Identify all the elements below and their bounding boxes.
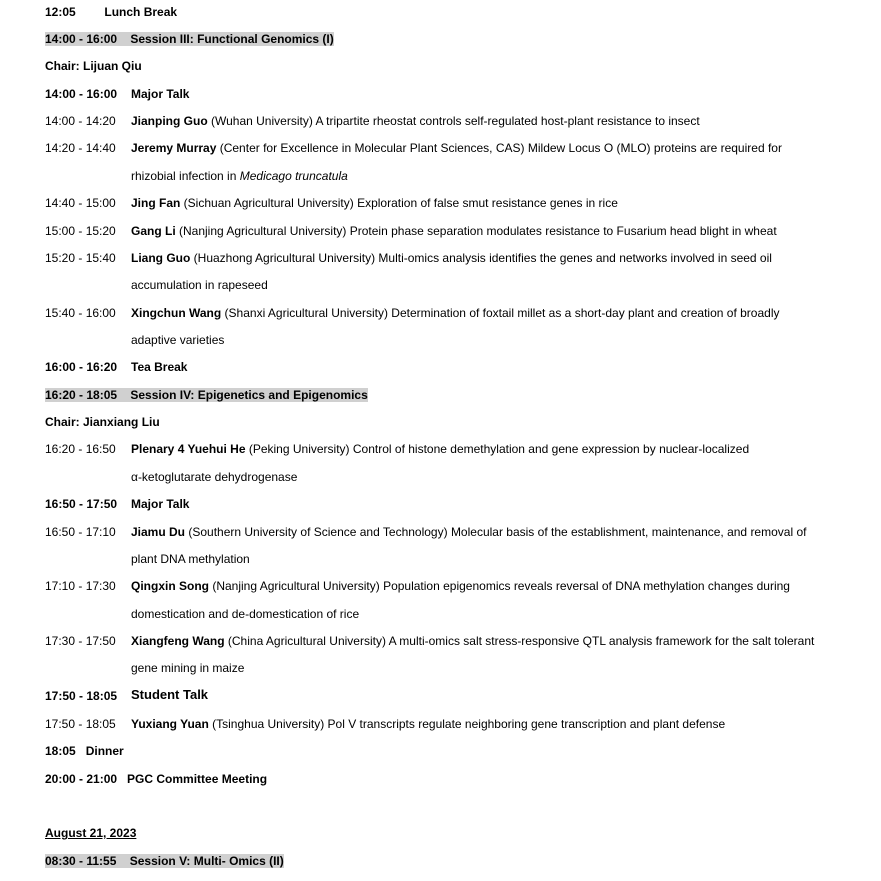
talk-title-cont: plant DNA methylation [131,552,250,566]
talk-line [131,196,618,210]
talk-line [131,224,777,238]
major-talk-time: 16:50 - 17:50 [45,497,118,511]
talk-title-cont: domestication and de-domestication of rice [131,607,360,621]
talk-title-cont: adaptive varieties [131,333,225,347]
student-talk-time: 17:50 - 18:05 [45,689,118,703]
talk-title: Exploration of false smut resistance genes in rice [357,196,618,210]
talk-affiliation: (Sichuan Agricultural University) [180,196,358,210]
talk-affiliation: (Center for Excellence in Molecular Plant Sciences, CAS) [216,141,528,155]
talk-line [131,114,700,128]
talk-line [131,525,806,539]
lunch-row [45,5,177,19]
talk-continuation [131,169,348,183]
talk-line [131,717,725,731]
talk-time: 15:00 - 15:20 [45,224,116,238]
talk-line [131,442,749,456]
lunch-time: 12:05 [45,5,76,19]
date-label: August 21, 2023 [45,826,137,840]
talk-title: Molecular basis of the establishment, maintenance, and removal of [450,525,807,539]
talk-affiliation: (Wuhan University) [207,114,316,128]
talk-speaker: Jianping Guo [131,114,208,128]
talk-title-cont: gene mining in maize [131,661,245,675]
talk-speaker: Liang Guo [131,251,191,265]
talk-speaker: Jeremy Murray [131,141,217,155]
talk-time: 16:20 - 16:50 [45,442,116,456]
talk-title: Protein phase separation modulates resistance to Fusarium head blight in wheat [349,224,777,238]
talk-title-cont: accumulation in rapeseed [131,278,268,292]
talk-title-italic: Medicago truncatula [239,169,348,183]
session-header [45,854,284,868]
lunch-label: Lunch Break [104,5,178,19]
chair-3-label: Chair: Lijuan Qiu [45,59,142,73]
talk-affiliation: (Southern University of Science and Technology) [185,525,451,539]
talk-time: 17:30 - 17:50 [45,634,116,648]
talk-speaker: Yuxiang Yuan [131,717,209,731]
student-talk-label: Student Talk [131,687,209,702]
talk-line [131,579,790,593]
major-talk-label: Major Talk [131,87,190,101]
major-talk-label: Major Talk [131,497,190,511]
talk-line [131,251,772,265]
talk-time: 14:20 - 14:40 [45,141,116,155]
tea-label: Tea Break [131,360,188,374]
talk-time: 14:40 - 15:00 [45,196,116,210]
talk-affiliation: (Nanjing Agricultural University) [175,224,350,238]
session-4-label: 16:20 - 18:05 Session IV: Epigenetics and Epigenomics [45,388,368,402]
talk-title: A multi-omics salt stress-responsive QTL analysis framework for the salt tolerant [388,634,815,648]
talk-line [131,634,814,648]
talk-speaker: Jiamu Du [131,525,186,539]
talk-title: Control of histone demethylation and gene expression by nuclear-localized [352,442,750,456]
talk-speaker: Gang Li [131,224,176,238]
talk-time: 14:00 - 14:20 [45,114,116,128]
talk-speaker: Xingchun Wang [131,306,222,320]
talk-title: Population epigenomics reveals reversal of DNA methylation changes during [383,579,790,593]
chair-4-label: Chair: Jianxiang Liu [45,415,160,429]
talk-speaker: Xiangfeng Wang [131,634,225,648]
talk-title: Multi-omics analysis identifies the genes and networks involved in seed oil [378,251,772,265]
committee-meeting-line: 20:00 - 21:00 PGC Committee Meeting [45,772,268,786]
talk-title: A tripartite rheostat controls self-regulated host-plant resistance to insect [315,114,700,128]
chair-line [45,59,142,73]
talk-affiliation: (China Agricultural University) [224,634,389,648]
chair-line [45,415,160,429]
talk-time: 17:50 - 18:05 [45,717,116,731]
talk-affiliation: (Shanxi Agricultural University) [221,306,392,320]
talk-speaker: Plenary 4 Yuehui He [131,442,246,456]
talk-title: Pol V transcripts regulate neighboring gene transcription and plant defense [327,717,726,731]
talk-time: 15:20 - 15:40 [45,251,116,265]
dinner-line: 18:05 Dinner [45,744,124,758]
talk-time: 17:10 - 17:30 [45,579,116,593]
talk-affiliation: (Peking University) [245,442,353,456]
talk-affiliation: (Tsinghua University) [208,717,328,731]
talk-line [131,306,779,320]
talk-time: 15:40 - 16:00 [45,306,116,320]
major-talk-time: 14:00 - 16:00 [45,87,118,101]
talk-speaker: Qingxin Song [131,579,209,593]
date-heading [45,826,136,840]
talk-affiliation: (Nanjing Agricultural University) [209,579,384,593]
talk-affiliation: (Huazhong Agricultural University) [190,251,379,265]
session-header [45,388,368,402]
talk-speaker: Jing Fan [131,196,181,210]
session-5-label: 08:30 - 11:55 Session V: Multi- Omics (II) [45,854,284,868]
talk-time: 16:50 - 17:10 [45,525,116,539]
talk-line [131,141,782,155]
tea-time: 16:00 - 16:20 [45,360,118,374]
talk-title: Determination of foxtail millet as a short-day plant and creation of broadly [391,306,780,320]
session-3-label: 14:00 - 16:00 Session III: Functional Genomics (I) [45,32,334,46]
talk-title: Mildew Locus O (MLO) proteins are required for [527,141,782,155]
talk-title-cont: rhizobial infection in [131,169,240,183]
session-header [45,32,334,46]
talk-title-cont: α-ketoglutarate dehydrogenase [131,470,298,484]
